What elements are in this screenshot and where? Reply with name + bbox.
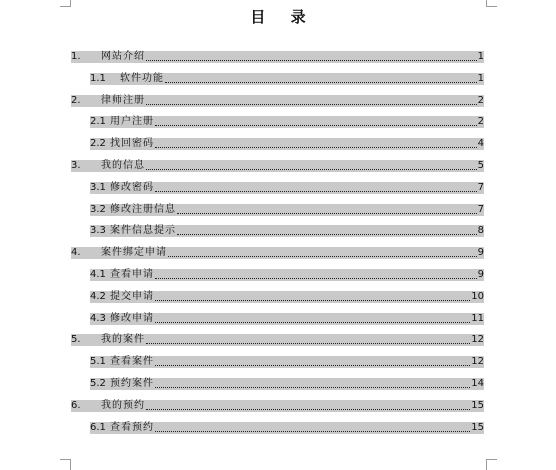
toc-entry-number: 6. [71, 399, 81, 411]
toc-entry[interactable] [71, 246, 484, 260]
dot-leader [177, 213, 477, 214]
toc-entry-number: 2.1 [90, 116, 106, 128]
toc-entry-number: 3.2 [90, 203, 106, 215]
dot-leader [155, 322, 470, 323]
toc-entry[interactable] [90, 312, 484, 326]
toc-entry-number: 5. [71, 334, 81, 346]
dot-leader [146, 169, 477, 170]
toc-entry-title: 预约案件 [110, 377, 154, 389]
toc-entry-title: 网站介绍 [101, 51, 145, 62]
toc-entry-number: 1.1 [90, 72, 106, 84]
dot-leader [146, 60, 477, 61]
toc-entry-page-number: 11 [471, 312, 484, 324]
toc-entry-number: 3. [71, 159, 81, 171]
toc-entry-title: 查看案件 [110, 356, 154, 368]
toc-entry-number: 4. [71, 247, 81, 259]
toc-entry[interactable] [90, 72, 484, 86]
toc-entry-title: 找回密码 [110, 138, 154, 150]
toc-entry-title: 我的案件 [101, 334, 145, 346]
toc-entry-page-number: 15 [471, 399, 484, 411]
toc-entry-title: 修改密码 [110, 181, 154, 193]
toc-entry-page-number: 7 [477, 181, 484, 193]
toc-entry-page-number: 15 [471, 421, 484, 433]
dot-leader [177, 234, 477, 235]
toc-entry-page-number: 1 [477, 72, 484, 84]
toc-entry-page-number: 10 [471, 290, 484, 302]
toc-entry-number: 4.1 [90, 268, 106, 280]
toc-entry-number: 4.2 [90, 290, 106, 302]
toc-entry-title: 修改注册信息 [110, 203, 176, 215]
toc-entry[interactable] [71, 50, 484, 64]
toc-entry[interactable] [90, 137, 484, 151]
dot-leader [146, 343, 470, 344]
toc-entry-title: 律师注册 [101, 94, 145, 106]
dot-leader [155, 387, 470, 388]
dot-leader [165, 82, 477, 83]
toc-entry[interactable] [71, 333, 484, 347]
toc-entry-number: 3.1 [90, 181, 106, 193]
toc-entry-page-number: 14 [471, 377, 484, 389]
toc-entry-title: 案件绑定申请 [101, 247, 167, 259]
dot-leader [155, 125, 477, 126]
toc-entry-page-number: 2 [477, 116, 484, 128]
toc-entry-title: 软件功能 [120, 72, 164, 84]
dot-leader [155, 191, 477, 192]
toc-entry[interactable] [90, 421, 484, 435]
dot-leader [155, 365, 470, 366]
toc-entry-title: 我的信息 [101, 159, 145, 171]
toc-entry-number: 2.2 [90, 138, 106, 150]
toc-title: 目 录 [250, 8, 316, 26]
toc-entry[interactable] [90, 268, 484, 282]
toc-entry-page-number: 1 [477, 51, 484, 62]
toc-entry-number: 6.1 [90, 421, 106, 433]
dot-leader [146, 409, 470, 410]
toc-entry-page-number: 5 [477, 159, 484, 171]
toc-entry[interactable] [90, 355, 484, 369]
toc-entry-page-number: 9 [477, 268, 484, 280]
toc-entry-number: 4.3 [90, 312, 106, 324]
table-of-contents [71, 50, 484, 442]
toc-entry-page-number: 12 [471, 334, 484, 346]
toc-entry[interactable] [90, 115, 484, 129]
toc-entry[interactable] [71, 159, 484, 173]
toc-entry[interactable] [90, 224, 484, 238]
toc-entry-number: 3.3 [90, 225, 106, 237]
toc-entry-page-number: 7 [477, 203, 484, 215]
toc-entry-number: 5.1 [90, 356, 106, 368]
dot-leader [168, 256, 477, 257]
toc-entry-page-number: 4 [477, 138, 484, 150]
toc-entry[interactable] [90, 203, 484, 217]
dot-leader [155, 278, 477, 279]
toc-entry[interactable] [71, 399, 484, 413]
toc-entry-number: 1. [71, 51, 81, 62]
toc-entry-page-number: 8 [477, 225, 484, 237]
toc-entry-title: 提交申请 [110, 290, 154, 302]
toc-entry-title: 用户注册 [110, 116, 154, 128]
toc-entry-number: 5.2 [90, 377, 106, 389]
dot-leader [155, 300, 470, 301]
toc-entry[interactable] [90, 181, 484, 195]
toc-entry-title: 修改申请 [110, 312, 154, 324]
toc-entry[interactable] [90, 377, 484, 391]
dot-leader [146, 104, 477, 105]
toc-entry-page-number: 2 [477, 94, 484, 106]
toc-entry-page-number: 9 [477, 247, 484, 259]
toc-entry-page-number: 12 [471, 356, 484, 368]
toc-entry[interactable] [71, 94, 484, 108]
toc-entry-title: 案件信息提示 [110, 225, 176, 237]
dot-leader [155, 431, 470, 432]
toc-entry-number: 2. [71, 94, 81, 106]
toc-entry[interactable] [90, 290, 484, 304]
toc-entry-title: 我的预约 [101, 399, 145, 411]
toc-entry-title: 查看预约 [110, 421, 154, 433]
dot-leader [155, 147, 477, 148]
toc-entry-title: 查看申请 [110, 268, 154, 280]
